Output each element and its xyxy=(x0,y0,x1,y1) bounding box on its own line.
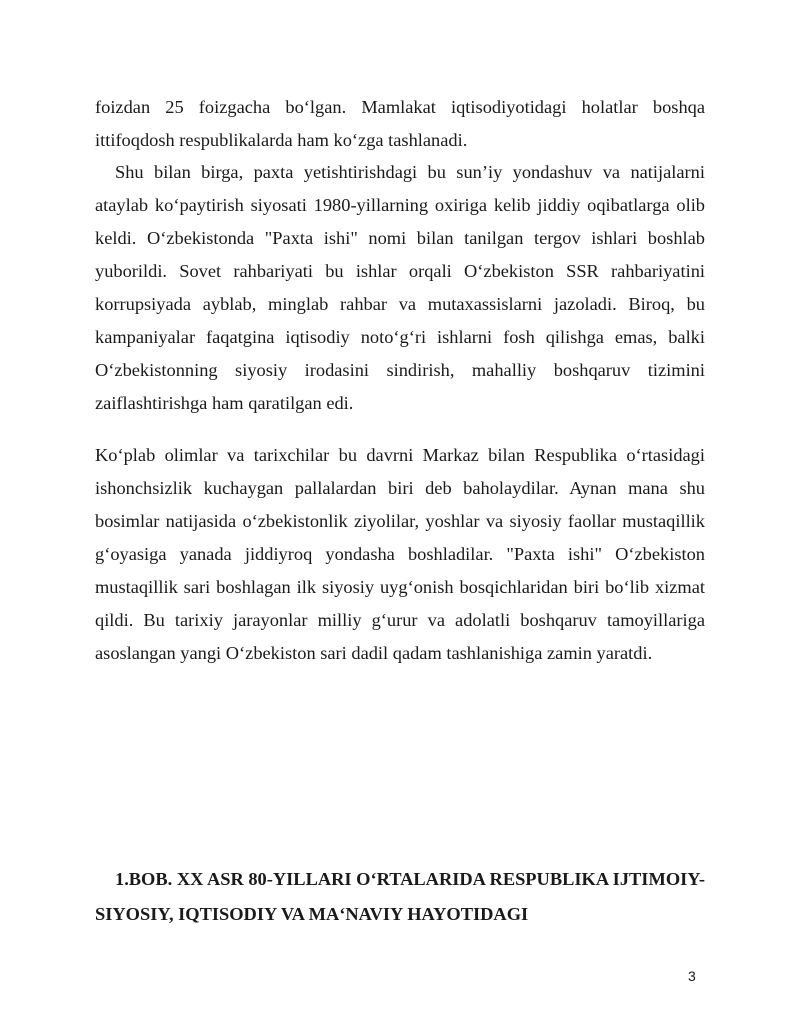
paragraph-historians: Ko‘plab olimlar va tarixchilar bu davrni Markaz bilan Respublika o‘rtasidagi ishonchsizlik kuchaygan pallalardan biri deb baholaydilar. Aynan mana shu bosimlar natijasida o‘zbekistonlik ziyolilar, yoshlar va siyosiy faollar mustaqillik g‘oyasiga yanada jiddiyroq yondasha boshladilar. "Paxta ishi" O‘zbekiston mustaqillik sari boshlagan ilk siyosiy uyg‘onish bosqichlaridan biri bo‘lib xizmat qildi. Bu tarixiy jarayonlar milliy g‘urur va adolatli boshqaruv tamoyillariga asoslangan yangi O‘zbekiston sari dadil qadam tashlanishiga zamin yaratdi. xyxy=(95,445,705,663)
chapter-heading: 1.BOB. XX ASR 80-YILLARI O‘RTALARIDA RESPUBLIKA IJTIMOIY-SIYOSIY, IQTISODIY VA MA‘NAVIY HAYOTIDAGI xyxy=(95,869,705,924)
page-number: 3 xyxy=(688,968,696,984)
paragraph-continuation: foizdan 25 foizgacha bo‘lgan. Mamlakat iqtisodiyotidagi holatlar boshqa ittifoqdosh respublikalarda ham ko‘zga tashlanadi. xyxy=(95,97,705,150)
paragraph-paxta-ishi: Shu bilan birga, paxta yetishtirishdagi bu sun’iy yondashuv va natijalarni ataylab ko‘paytirish siyosati 1980-yillarning oxiriga kelib jiddiy oqibatlarga olib keldi. O‘zbekistonda "Paxta ishi" nomi bilan tanilgan tergov ishlari boshlab yuborildi. Sovet rahbariyati bu ishlar orqali O‘zbekiston SSR rahbariyatini korrupsiyada ayblab, minglab rahbar va mutaxassislarni jazoladi. Biroq, bu kampaniyalar faqatgina iqtisodiy noto‘g‘ri ishlarni fosh qilishga emas, balki O‘zbekistonning siyosiy irodasini sindirish, mahalliy boshqaruv tizimini zaiflashtirishga ham qaratilgan edi. xyxy=(95,162,705,413)
